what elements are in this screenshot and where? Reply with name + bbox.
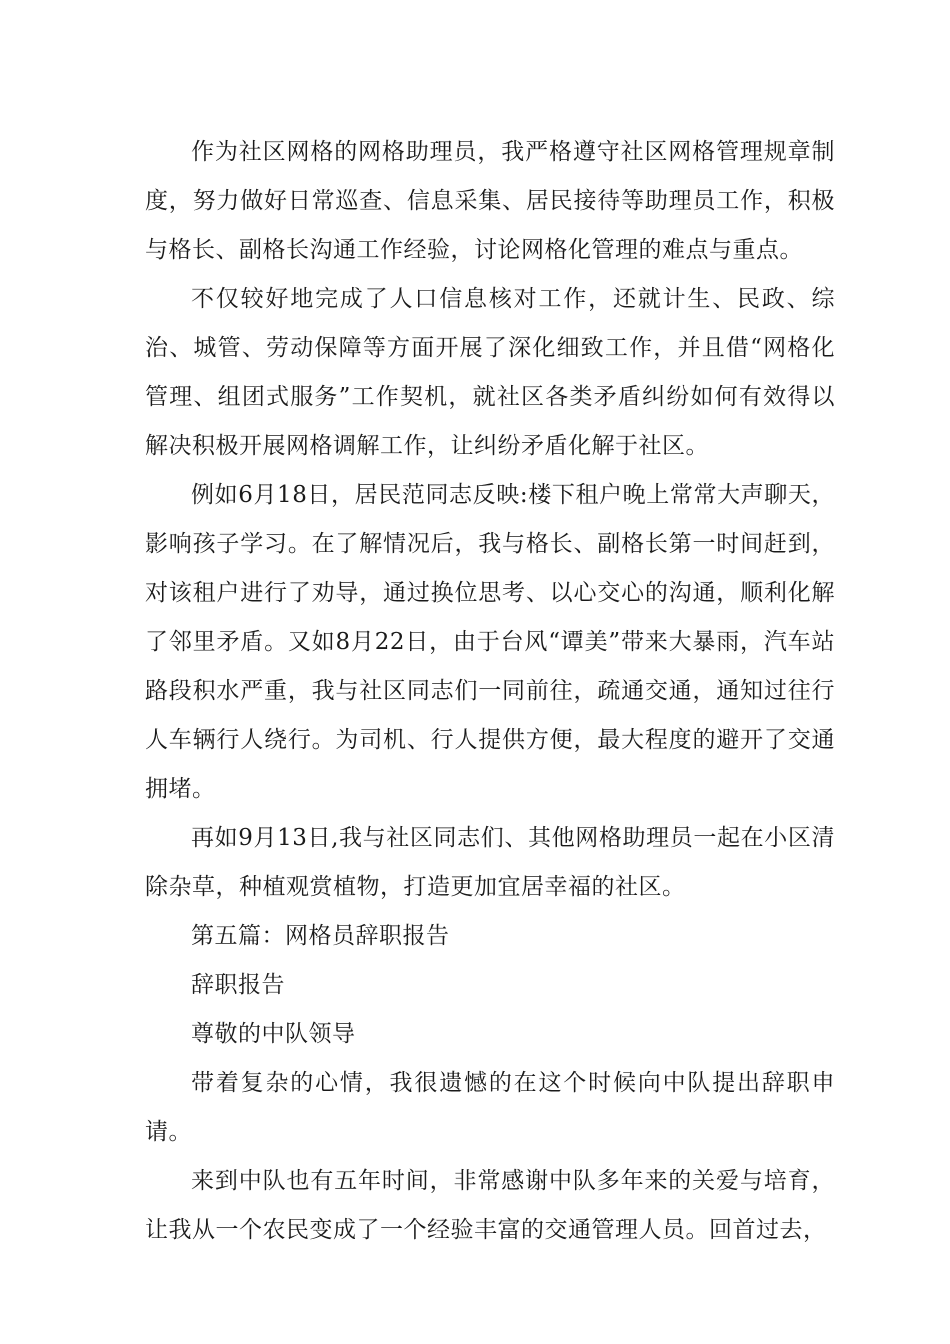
document-body [145, 128, 835, 1255]
paragraph-6: 来到中队也有五年时间，非常感谢中队多年来的关爱与培育，让我从一个农民变成了一个经验丰富的交通管理人员。回首过去， [145, 1168, 835, 1243]
letter-title: 辞职报告 [191, 972, 285, 998]
paragraph-5: 带着复杂的心情，我很遗憾的在这个时候向中队提出辞职申请。 [145, 1070, 835, 1145]
paragraph-1: 作为社区网格的网格助理员，我严格遵守社区网格管理规章制度，努力做好日常巡查、信息采集、居民接待等助理员工作，积极与格长、副格长沟通工作经验，讨论网格化管理的难点与重点。 [145, 139, 835, 263]
section-heading: 第五篇：网格员辞职报告 [191, 923, 450, 949]
paragraph-4: 再如9月13日,我与社区同志们、其他网格助理员一起在小区清除杂草，种植观赏植物，打造更加宜居幸福的社区。 [145, 825, 835, 900]
letter-salutation: 尊敬的中队领导 [191, 1021, 356, 1047]
paragraph-3: 例如6月18日，居民范同志反映:楼下租户晚上常常大声聊天，影响孩子学习。在了解情况后，我与格长、副格长第一时间赶到，对该租户进行了劝导，通过换位思考、以心交心的沟通，顺利化解了邻里矛盾。又如8月22日，由于台风“谭美”带来大暴雨，汽车站路段积水严重，我与社区同志们一同前往，疏通交通，通知过往行人车辆行人绕行。为司机、行人提供方便，最大程度的避开了交通拥堵。 [145, 482, 835, 802]
paragraph-2: 不仅较好地完成了人口信息核对工作，还就计生、民政、综治、城管、劳动保障等方面开展了深化细致工作，并且借“网格化管理、组团式服务”工作契机，就社区各类矛盾纠纷如何有效得以解决积极开展网格调解工作，让纠纷矛盾化解于社区。 [145, 286, 835, 459]
